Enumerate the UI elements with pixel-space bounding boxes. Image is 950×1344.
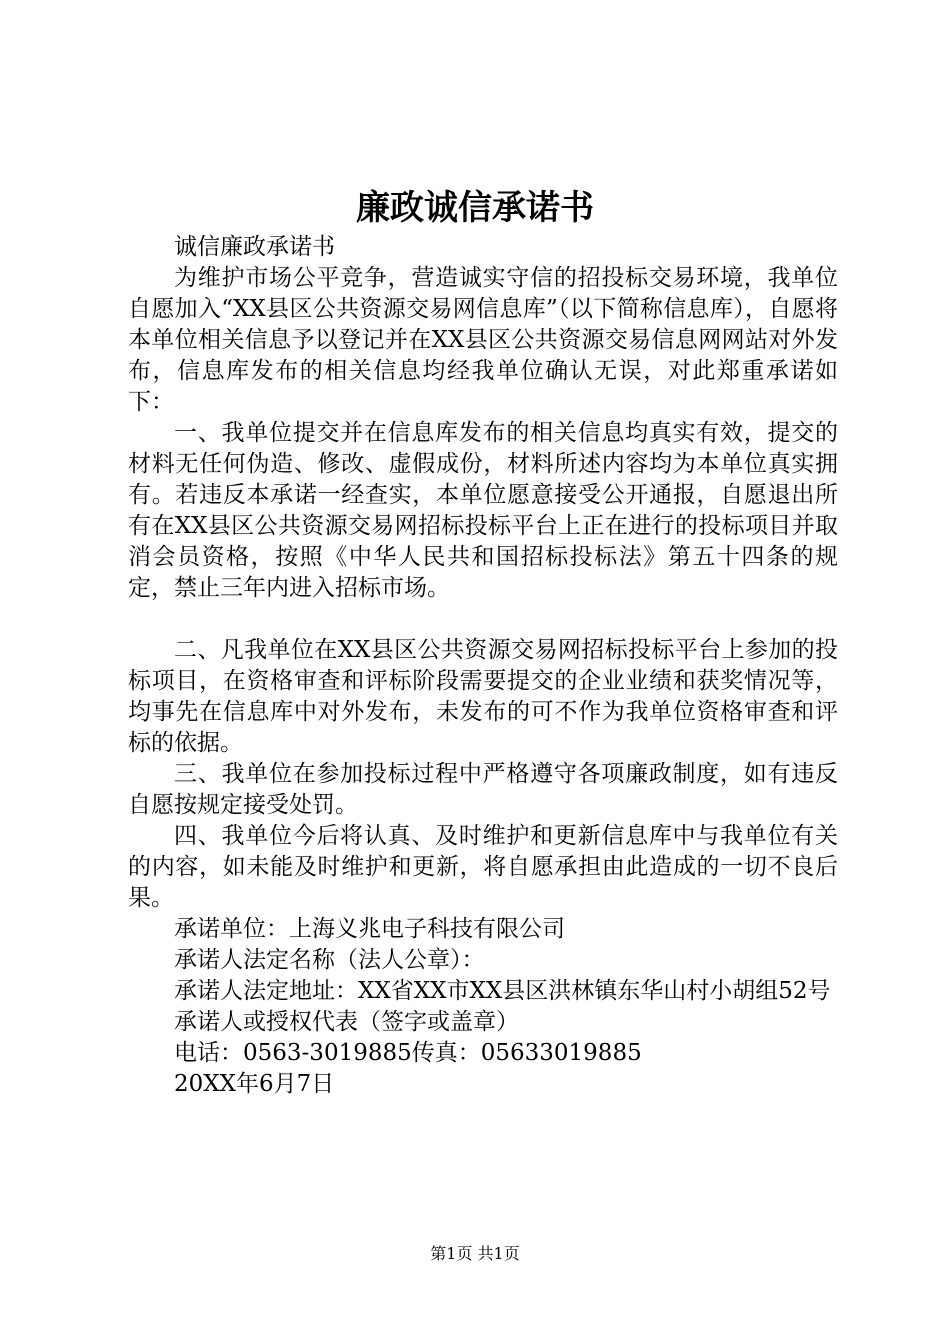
subtitle-paragraph: 诚信廉政承诺书 xyxy=(174,234,335,260)
clause-2-paragraph: 二、凡我单位在XX县区公共资源交易网招标投标平台上参加的投标项目，在资格审查和评标阶段需要提交的企业业绩和获奖情况等，均事先在信息库中对外发布，未发布的可不作为我单位资格审查和评标的依据。 xyxy=(128,637,838,756)
promisor-legal-name-line: 承诺人法定名称（法人公章）： xyxy=(174,947,485,973)
intro-paragraph: 为维护市场公平竞争，营造诚实守信的招投标交易环境，我单位自愿加入“XX县区公共资源交易网信息库”（以下简称信息库），自愿将本单位相关信息予以登记并在XX县区公共资源交易信息网网站对外发布，信息库发布的相关信息均经我单位确认无误，对此郑重承诺如下： xyxy=(128,265,838,415)
document-body xyxy=(128,232,838,1100)
clause-4-paragraph: 四、我单位今后将认真、及时维护和更新信息库中与我单位有关的内容，如未能及时维护和更新，将自愿承担由此造成的一切不良后果。 xyxy=(128,823,838,911)
promisor-unit-line: 承诺单位：上海义兆电子科技有限公司 xyxy=(174,916,565,942)
contact-phone-fax-line: 电话：0563-3019885传真：05633019885 xyxy=(174,1040,642,1066)
document-title: 廉政诚信承诺书 xyxy=(356,188,594,228)
authorized-representative-line: 承诺人或授权代表（签字或盖章） xyxy=(174,1009,519,1035)
promisor-address-line: 承诺人法定地址：XX省XX市XX县区洪林镇东华山村小胡组52号 xyxy=(174,978,831,1004)
clause-1-paragraph: 一、我单位提交并在信息库发布的相关信息均真实有效，提交的材料无任何伪造、修改、虚假成份，材料所述内容均为本单位真实拥有。若违反本承诺一经查实，本单位愿意接受公开通报，自愿退出所有在XX县区公共资源交易网招标投标平台上正在进行的投标项目并取消会员资格，按照《中华人民共和国招标投标法》第五十四条的规定，禁止三年内进入招标市场。 xyxy=(128,420,838,601)
date-line: 20XX年6月7日 xyxy=(174,1071,335,1097)
clause-3-paragraph: 三、我单位在参加投标过程中严格遵守各项廉政制度，如有违反自愿按规定接受处罚。 xyxy=(128,761,838,818)
page-number-footer: 第1页 共1页 xyxy=(430,1244,520,1263)
